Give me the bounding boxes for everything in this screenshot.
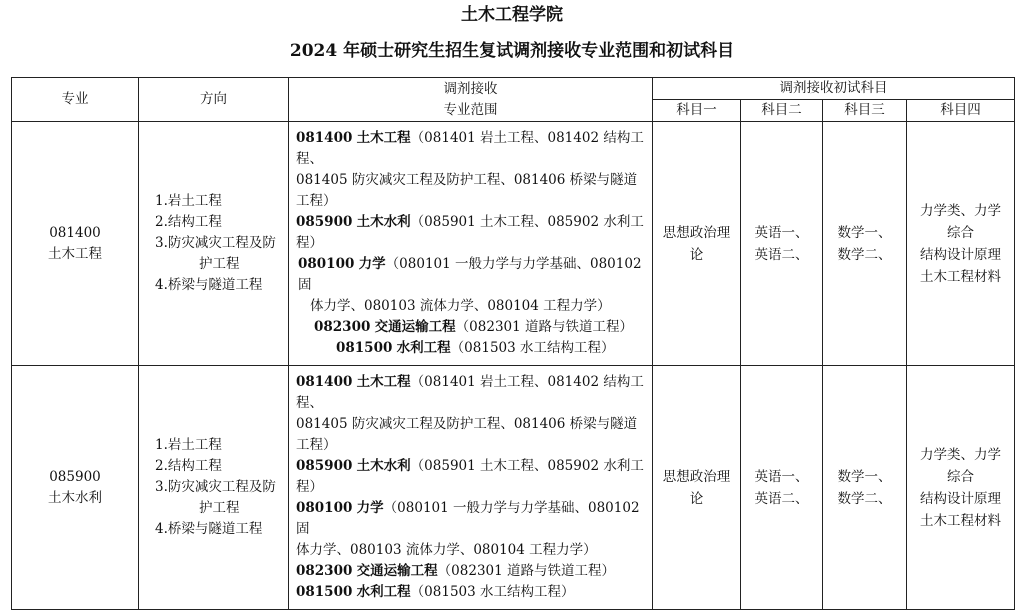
scope-line: 082300 交通运输工程（082301 道路与铁道工程） — [296, 563, 615, 579]
major-cell — [12, 122, 139, 366]
scope-line: 081500 水利工程（081503 水工结构工程） — [336, 340, 615, 356]
subject-text: 综合 — [947, 224, 974, 241]
direction-item: 2.结构工程 — [155, 458, 222, 474]
scope-line: 工程） — [296, 437, 337, 453]
scope-line: 082300 交通运输工程（082301 道路与铁道工程） — [314, 319, 633, 335]
subject-text: 英语一、 — [754, 224, 809, 241]
header-direction: 方向 — [139, 78, 289, 122]
subject-text: 思想政治理 — [662, 224, 731, 241]
scope-line: 工程） — [296, 193, 337, 209]
table-row — [12, 366, 1015, 610]
header-subject-2: 科目二 — [741, 100, 823, 122]
subject-text: 论 — [689, 246, 704, 263]
scope-line: 080100 力学（080101 一般力学与力学基础、080102 固 — [298, 256, 642, 293]
subject-text: 土木工程材料 — [920, 268, 1001, 285]
subject3-cell — [823, 122, 907, 366]
subject1-cell — [653, 122, 741, 366]
major-name: 土木水利 — [48, 489, 102, 506]
subject-text: 土木工程材料 — [920, 512, 1001, 529]
direction-cell — [139, 366, 289, 610]
major-name: 土木工程 — [48, 245, 102, 262]
subject4-cell — [907, 366, 1015, 610]
subject-text: 数学一、 — [837, 468, 892, 485]
department-title: 土木工程学院 — [461, 5, 563, 25]
subject-text: 英语二、 — [754, 490, 809, 507]
subject-text: 论 — [689, 490, 704, 507]
scope-line: 体力学、080103 流体力学、080104 工程力学） — [310, 298, 611, 314]
scope-line: 081500 水利工程（081503 水工结构工程） — [296, 584, 575, 600]
subject-text: 力学类、力学 — [920, 202, 1001, 219]
direction-item: 1.岩土工程 — [155, 437, 222, 453]
scope-line: 081400 土木工程（081401 岩土工程、081402 结构工程、 — [296, 130, 644, 167]
header-scope — [289, 78, 653, 122]
header-major: 专业 — [12, 78, 139, 122]
scope-line: 体力学、080103 流体力学、080104 工程力学） — [296, 542, 597, 558]
subject-text: 英语一、 — [754, 468, 809, 485]
direction-item: 4.桥梁与隧道工程 — [155, 521, 263, 537]
header-subjects: 调剂接收初试科目 — [653, 78, 1015, 100]
subject-text: 结构设计原理 — [920, 490, 1001, 507]
header-scope-line2: 专业范围 — [443, 101, 498, 118]
subject-text: 力学类、力学 — [920, 446, 1001, 463]
major-code: 081400 — [49, 224, 101, 241]
scope-line: 085900 土木水利（085901 土木工程、085902 水利工程） — [296, 458, 644, 495]
subject3-cell — [823, 366, 907, 610]
subject-text: 英语二、 — [754, 246, 809, 263]
admission-table — [11, 77, 1015, 610]
direction-cell — [139, 122, 289, 366]
scope-line: 081405 防灾减灾工程及防护工程、081406 桥梁与隧道 — [296, 172, 638, 188]
subject2-cell — [741, 122, 823, 366]
subject-text: 结构设计原理 — [920, 246, 1001, 263]
direction-item: 护工程 — [199, 256, 240, 272]
direction-item: 1.岩土工程 — [155, 193, 222, 209]
subject-text: 综合 — [947, 468, 974, 485]
subject2-cell — [741, 366, 823, 610]
subject-text: 数学二、 — [837, 490, 892, 507]
header-subject-3: 科目三 — [823, 100, 907, 122]
scope-cell — [289, 366, 653, 610]
scope-line: 081405 防灾减灾工程及防护工程、081406 桥梁与隧道 — [296, 416, 638, 432]
header-subject-4: 科目四 — [907, 100, 1015, 122]
direction-item: 3.防灾减灾工程及防 — [155, 479, 276, 495]
subject-text: 数学二、 — [837, 246, 892, 263]
scope-line: 080100 力学（080101 一般力学与力学基础、080102 固 — [296, 500, 640, 537]
subject4-cell — [907, 122, 1015, 366]
subject1-cell — [653, 366, 741, 610]
major-code: 085900 — [49, 468, 101, 485]
header-subject-1: 科目一 — [653, 100, 741, 122]
subject-text: 思想政治理 — [662, 468, 731, 485]
direction-item: 护工程 — [199, 500, 240, 516]
major-cell — [12, 366, 139, 610]
direction-item: 4.桥梁与隧道工程 — [155, 277, 263, 293]
subject-text: 数学一、 — [837, 224, 892, 241]
direction-item: 2.结构工程 — [155, 214, 222, 230]
table-row — [12, 122, 1015, 366]
scope-line: 085900 土木水利（085901 土木工程、085902 水利工程） — [296, 214, 644, 251]
scope-line: 081400 土木工程（081401 岩土工程、081402 结构工程、 — [296, 374, 644, 411]
document-title: 2024 年硕士研究生招生复试调剂接收专业范围和初试科目 — [289, 41, 735, 61]
direction-item: 3.防灾减灾工程及防 — [155, 235, 276, 251]
header-scope-line1: 调剂接收 — [443, 80, 498, 97]
scope-cell — [289, 122, 653, 366]
